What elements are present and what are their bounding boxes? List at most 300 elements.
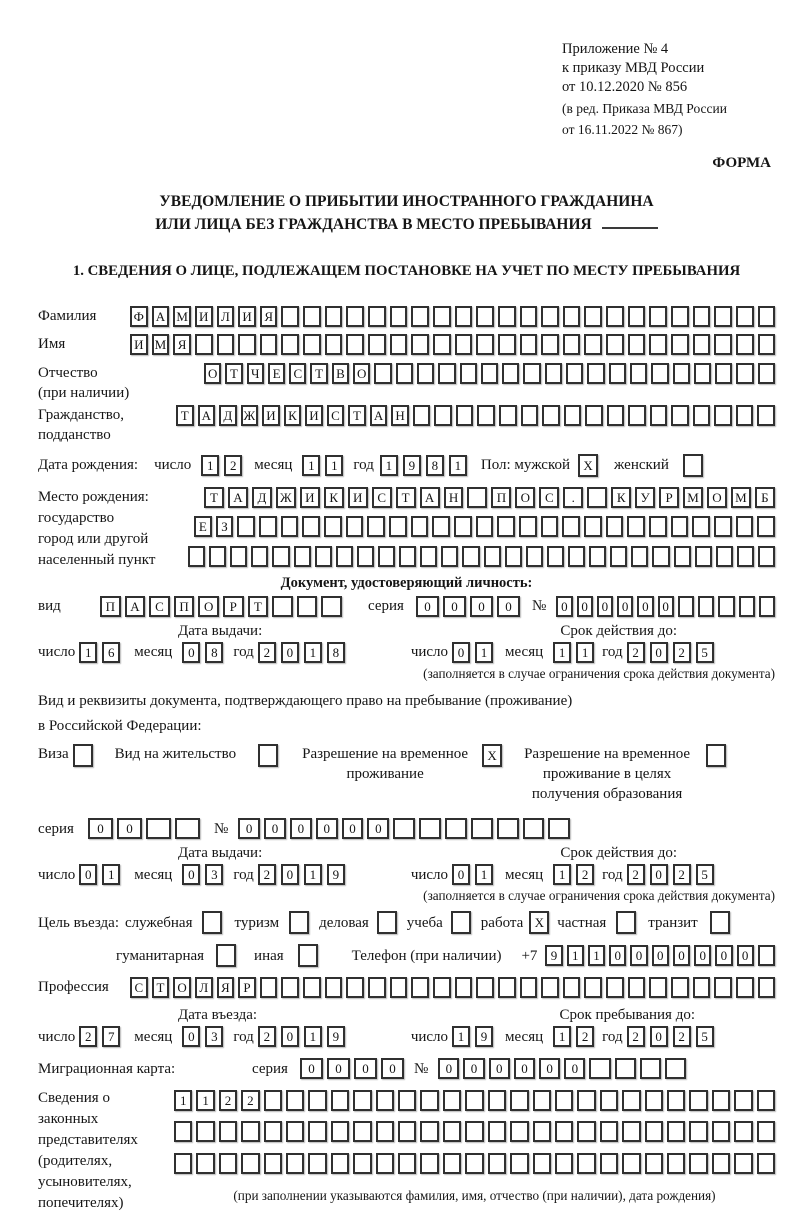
form-cell[interactable]: К bbox=[611, 487, 631, 508]
form-cell[interactable] bbox=[757, 516, 775, 537]
form-cell[interactable] bbox=[346, 306, 364, 327]
form-cell[interactable] bbox=[555, 1090, 573, 1111]
form-cell[interactable] bbox=[577, 1121, 595, 1142]
form-cell[interactable] bbox=[498, 334, 516, 355]
form-cell[interactable] bbox=[488, 1153, 506, 1174]
form-cell[interactable] bbox=[443, 1153, 461, 1174]
form-cell[interactable]: 0 bbox=[238, 818, 260, 839]
form-cell[interactable] bbox=[665, 1058, 686, 1079]
form-cell[interactable]: Р bbox=[238, 977, 256, 998]
form-cell[interactable] bbox=[196, 1121, 214, 1142]
form-cell[interactable] bbox=[667, 1153, 685, 1174]
form-cell[interactable] bbox=[652, 546, 669, 567]
form-cell[interactable] bbox=[251, 546, 268, 567]
form-cell[interactable] bbox=[336, 546, 353, 567]
form-cell[interactable]: И bbox=[130, 334, 148, 355]
form-cell[interactable]: 1 bbox=[576, 642, 594, 663]
form-cell[interactable] bbox=[510, 1153, 528, 1174]
form-cell[interactable]: 9 bbox=[545, 945, 562, 966]
form-cell[interactable] bbox=[673, 363, 690, 384]
form-cell[interactable]: 1 bbox=[475, 642, 493, 663]
form-cell[interactable] bbox=[188, 546, 205, 567]
form-cell[interactable] bbox=[272, 546, 289, 567]
form-cell[interactable] bbox=[706, 744, 726, 767]
form-cell[interactable] bbox=[411, 977, 429, 998]
form-cell[interactable] bbox=[650, 405, 668, 426]
form-cell[interactable] bbox=[353, 1090, 371, 1111]
form-cell[interactable] bbox=[520, 306, 538, 327]
form-cell[interactable] bbox=[577, 1153, 595, 1174]
form-cell[interactable] bbox=[645, 1090, 663, 1111]
form-cell[interactable] bbox=[346, 977, 364, 998]
form-cell[interactable] bbox=[505, 546, 522, 567]
form-cell[interactable] bbox=[417, 363, 434, 384]
form-cell[interactable] bbox=[175, 818, 200, 839]
form-cell[interactable] bbox=[455, 977, 473, 998]
form-cell[interactable]: 2 bbox=[673, 1026, 691, 1047]
form-cell[interactable]: 5 bbox=[696, 864, 714, 885]
form-cell[interactable]: 0 bbox=[117, 818, 142, 839]
form-cell[interactable] bbox=[584, 977, 602, 998]
form-cell[interactable]: А bbox=[420, 487, 440, 508]
form-cell[interactable]: 0 bbox=[342, 818, 364, 839]
form-cell[interactable] bbox=[695, 546, 712, 567]
form-cell[interactable] bbox=[272, 596, 293, 617]
form-cell[interactable] bbox=[390, 977, 408, 998]
form-cell[interactable] bbox=[714, 306, 732, 327]
form-cell[interactable]: 0 bbox=[577, 596, 593, 617]
form-cell[interactable]: 2 bbox=[627, 642, 645, 663]
form-cell[interactable] bbox=[587, 487, 607, 508]
form-cell[interactable]: 2 bbox=[627, 864, 645, 885]
form-cell[interactable] bbox=[628, 405, 646, 426]
form-cell[interactable] bbox=[325, 306, 343, 327]
form-cell[interactable]: 0 bbox=[381, 1058, 404, 1079]
form-cell[interactable] bbox=[353, 1153, 371, 1174]
form-cell[interactable]: 0 bbox=[281, 1026, 299, 1047]
form-cell[interactable] bbox=[683, 454, 703, 477]
form-cell[interactable]: 0 bbox=[658, 596, 674, 617]
form-cell[interactable]: X bbox=[529, 911, 549, 934]
form-cell[interactable] bbox=[465, 1153, 483, 1174]
form-cell[interactable]: О bbox=[515, 487, 535, 508]
form-cell[interactable] bbox=[465, 1121, 483, 1142]
form-cell[interactable]: 1 bbox=[304, 864, 322, 885]
form-cell[interactable]: 0 bbox=[281, 642, 299, 663]
form-cell[interactable]: X bbox=[578, 454, 598, 477]
form-cell[interactable] bbox=[308, 1090, 326, 1111]
form-cell[interactable] bbox=[734, 1153, 752, 1174]
form-cell[interactable] bbox=[737, 546, 754, 567]
form-cell[interactable]: 0 bbox=[327, 1058, 350, 1079]
form-cell[interactable] bbox=[146, 818, 171, 839]
form-cell[interactable]: О bbox=[173, 977, 191, 998]
form-cell[interactable]: 0 bbox=[182, 864, 200, 885]
form-cell[interactable]: 6 bbox=[102, 642, 120, 663]
form-cell[interactable] bbox=[331, 1153, 349, 1174]
form-cell[interactable]: С bbox=[289, 363, 306, 384]
form-cell[interactable] bbox=[420, 1121, 438, 1142]
form-cell[interactable] bbox=[541, 306, 559, 327]
form-cell[interactable] bbox=[389, 516, 407, 537]
form-cell[interactable]: 0 bbox=[489, 1058, 510, 1079]
form-cell[interactable] bbox=[671, 334, 689, 355]
form-cell[interactable] bbox=[577, 1090, 595, 1111]
form-cell[interactable] bbox=[346, 334, 364, 355]
form-cell[interactable] bbox=[433, 306, 451, 327]
form-cell[interactable]: 0 bbox=[650, 642, 668, 663]
form-cell[interactable] bbox=[606, 334, 624, 355]
form-cell[interactable] bbox=[353, 1121, 371, 1142]
form-cell[interactable] bbox=[585, 405, 603, 426]
form-cell[interactable]: 1 bbox=[588, 945, 605, 966]
form-cell[interactable]: 0 bbox=[316, 818, 338, 839]
form-cell[interactable]: З bbox=[216, 516, 234, 537]
form-cell[interactable] bbox=[298, 944, 318, 967]
form-cell[interactable] bbox=[622, 1153, 640, 1174]
form-cell[interactable] bbox=[616, 911, 636, 934]
form-cell[interactable] bbox=[331, 1090, 349, 1111]
form-cell[interactable] bbox=[465, 1090, 483, 1111]
form-cell[interactable]: Т bbox=[225, 363, 242, 384]
form-cell[interactable] bbox=[563, 334, 581, 355]
form-cell[interactable]: А bbox=[152, 306, 170, 327]
form-cell[interactable] bbox=[308, 1153, 326, 1174]
form-cell[interactable] bbox=[241, 1153, 259, 1174]
form-cell[interactable] bbox=[523, 363, 540, 384]
form-cell[interactable] bbox=[541, 977, 559, 998]
form-cell[interactable] bbox=[631, 546, 648, 567]
form-cell[interactable]: Я bbox=[260, 306, 278, 327]
form-cell[interactable] bbox=[368, 306, 386, 327]
form-cell[interactable] bbox=[533, 1090, 551, 1111]
form-cell[interactable] bbox=[564, 405, 582, 426]
form-cell[interactable]: 0 bbox=[597, 596, 613, 617]
form-cell[interactable]: 2 bbox=[224, 455, 242, 476]
form-cell[interactable]: Т bbox=[396, 487, 416, 508]
form-cell[interactable] bbox=[451, 911, 471, 934]
form-cell[interactable] bbox=[259, 516, 277, 537]
form-cell[interactable] bbox=[315, 546, 332, 567]
form-cell[interactable]: А bbox=[125, 596, 146, 617]
form-cell[interactable] bbox=[476, 977, 494, 998]
form-cell[interactable] bbox=[488, 1121, 506, 1142]
form-cell[interactable] bbox=[759, 596, 775, 617]
form-cell[interactable]: 1 bbox=[567, 945, 584, 966]
form-cell[interactable] bbox=[174, 1153, 192, 1174]
form-cell[interactable] bbox=[584, 516, 602, 537]
form-cell[interactable]: 5 bbox=[696, 642, 714, 663]
form-cell[interactable]: С bbox=[372, 487, 392, 508]
form-cell[interactable] bbox=[390, 306, 408, 327]
form-cell[interactable] bbox=[498, 306, 516, 327]
form-cell[interactable] bbox=[434, 405, 452, 426]
form-cell[interactable] bbox=[286, 1121, 304, 1142]
form-cell[interactable] bbox=[555, 1153, 573, 1174]
form-cell[interactable] bbox=[627, 516, 645, 537]
form-cell[interactable]: 3 bbox=[205, 1026, 223, 1047]
form-cell[interactable] bbox=[258, 744, 278, 767]
form-cell[interactable]: 9 bbox=[475, 1026, 493, 1047]
form-cell[interactable] bbox=[264, 1121, 282, 1142]
form-cell[interactable]: Т bbox=[248, 596, 269, 617]
form-cell[interactable] bbox=[758, 306, 776, 327]
form-cell[interactable]: И bbox=[238, 306, 256, 327]
form-cell[interactable]: Р bbox=[223, 596, 244, 617]
form-cell[interactable] bbox=[734, 1121, 752, 1142]
form-cell[interactable] bbox=[757, 1121, 775, 1142]
form-cell[interactable] bbox=[678, 596, 694, 617]
form-cell[interactable] bbox=[555, 1121, 573, 1142]
form-cell[interactable]: 2 bbox=[219, 1090, 237, 1111]
form-cell[interactable] bbox=[566, 363, 583, 384]
form-cell[interactable] bbox=[303, 977, 321, 998]
form-cell[interactable]: 8 bbox=[426, 455, 444, 476]
form-cell[interactable] bbox=[694, 363, 711, 384]
form-cell[interactable]: Т bbox=[310, 363, 327, 384]
form-cell[interactable] bbox=[441, 546, 458, 567]
form-cell[interactable] bbox=[526, 546, 543, 567]
form-cell[interactable] bbox=[196, 1153, 214, 1174]
form-cell[interactable] bbox=[622, 1090, 640, 1111]
form-cell[interactable] bbox=[712, 1121, 730, 1142]
form-cell[interactable] bbox=[174, 1121, 192, 1142]
form-cell[interactable]: 2 bbox=[576, 864, 594, 885]
form-cell[interactable] bbox=[281, 334, 299, 355]
form-cell[interactable]: 1 bbox=[553, 642, 571, 663]
form-cell[interactable] bbox=[645, 1121, 663, 1142]
form-cell[interactable] bbox=[584, 334, 602, 355]
form-cell[interactable] bbox=[714, 977, 732, 998]
form-cell[interactable]: И bbox=[300, 487, 320, 508]
form-cell[interactable]: 0 bbox=[264, 818, 286, 839]
form-cell[interactable]: Е bbox=[194, 516, 212, 537]
form-cell[interactable] bbox=[376, 1121, 394, 1142]
form-cell[interactable] bbox=[398, 1090, 416, 1111]
form-cell[interactable]: О bbox=[198, 596, 219, 617]
form-cell[interactable]: И bbox=[195, 306, 213, 327]
form-cell[interactable] bbox=[736, 977, 754, 998]
form-cell[interactable] bbox=[521, 405, 539, 426]
form-cell[interactable]: М bbox=[683, 487, 703, 508]
form-cell[interactable]: 0 bbox=[617, 596, 633, 617]
form-cell[interactable]: 1 bbox=[302, 455, 320, 476]
form-cell[interactable]: Т bbox=[204, 487, 224, 508]
form-cell[interactable]: 0 bbox=[650, 1026, 668, 1047]
form-cell[interactable] bbox=[671, 977, 689, 998]
form-cell[interactable] bbox=[302, 516, 320, 537]
form-cell[interactable] bbox=[600, 1121, 618, 1142]
form-cell[interactable] bbox=[649, 977, 667, 998]
form-cell[interactable] bbox=[498, 977, 516, 998]
form-cell[interactable] bbox=[692, 516, 710, 537]
form-cell[interactable] bbox=[281, 977, 299, 998]
form-cell[interactable] bbox=[413, 405, 431, 426]
form-cell[interactable] bbox=[432, 516, 450, 537]
form-cell[interactable]: 0 bbox=[694, 945, 711, 966]
form-cell[interactable]: 0 bbox=[79, 864, 97, 885]
form-cell[interactable] bbox=[260, 977, 278, 998]
form-cell[interactable] bbox=[630, 363, 647, 384]
form-cell[interactable]: 1 bbox=[380, 455, 398, 476]
form-cell[interactable] bbox=[718, 596, 734, 617]
form-cell[interactable] bbox=[443, 1121, 461, 1142]
form-cell[interactable]: М bbox=[173, 306, 191, 327]
form-cell[interactable] bbox=[589, 1058, 610, 1079]
form-cell[interactable]: 2 bbox=[576, 1026, 594, 1047]
form-cell[interactable] bbox=[606, 306, 624, 327]
form-cell[interactable] bbox=[757, 1090, 775, 1111]
form-cell[interactable]: 1 bbox=[553, 864, 571, 885]
form-cell[interactable] bbox=[600, 1153, 618, 1174]
form-cell[interactable] bbox=[238, 334, 256, 355]
form-cell[interactable]: Н bbox=[444, 487, 464, 508]
form-cell[interactable] bbox=[606, 516, 624, 537]
form-cell[interactable]: Т bbox=[176, 405, 194, 426]
form-cell[interactable] bbox=[264, 1153, 282, 1174]
form-cell[interactable] bbox=[331, 1121, 349, 1142]
form-cell[interactable]: 2 bbox=[258, 864, 276, 885]
form-cell[interactable] bbox=[241, 1121, 259, 1142]
form-cell[interactable]: 1 bbox=[201, 455, 219, 476]
form-cell[interactable] bbox=[693, 334, 711, 355]
form-cell[interactable]: И bbox=[305, 405, 323, 426]
form-cell[interactable] bbox=[376, 1090, 394, 1111]
form-cell[interactable] bbox=[714, 516, 732, 537]
form-cell[interactable] bbox=[712, 1153, 730, 1174]
form-cell[interactable] bbox=[467, 487, 487, 508]
form-cell[interactable]: 0 bbox=[564, 1058, 585, 1079]
form-cell[interactable] bbox=[455, 334, 473, 355]
form-cell[interactable] bbox=[303, 334, 321, 355]
form-cell[interactable] bbox=[476, 334, 494, 355]
form-cell[interactable] bbox=[584, 306, 602, 327]
form-cell[interactable] bbox=[297, 596, 318, 617]
form-cell[interactable]: О bbox=[353, 363, 370, 384]
form-cell[interactable]: Ч bbox=[247, 363, 264, 384]
form-cell[interactable]: Л bbox=[217, 306, 235, 327]
form-cell[interactable] bbox=[237, 516, 255, 537]
form-cell[interactable] bbox=[734, 1090, 752, 1111]
form-cell[interactable] bbox=[716, 546, 733, 567]
form-cell[interactable] bbox=[689, 1153, 707, 1174]
form-cell[interactable]: 0 bbox=[715, 945, 732, 966]
form-cell[interactable]: 0 bbox=[281, 864, 299, 885]
form-cell[interactable]: Ф bbox=[130, 306, 148, 327]
form-cell[interactable] bbox=[217, 334, 235, 355]
form-cell[interactable] bbox=[420, 1090, 438, 1111]
form-cell[interactable] bbox=[390, 334, 408, 355]
form-cell[interactable]: 2 bbox=[241, 1090, 259, 1111]
form-cell[interactable] bbox=[294, 546, 311, 567]
form-cell[interactable]: Ж bbox=[276, 487, 296, 508]
form-cell[interactable] bbox=[541, 516, 559, 537]
form-cell[interactable] bbox=[667, 1121, 685, 1142]
form-cell[interactable]: 3 bbox=[205, 864, 223, 885]
form-cell[interactable] bbox=[346, 516, 364, 537]
form-cell[interactable] bbox=[396, 363, 413, 384]
form-cell[interactable] bbox=[689, 1121, 707, 1142]
form-cell[interactable]: 0 bbox=[88, 818, 113, 839]
form-cell[interactable]: Ж bbox=[241, 405, 259, 426]
form-cell[interactable] bbox=[443, 1090, 461, 1111]
form-cell[interactable] bbox=[545, 363, 562, 384]
form-cell[interactable]: П bbox=[491, 487, 511, 508]
form-cell[interactable] bbox=[398, 1153, 416, 1174]
form-cell[interactable]: . bbox=[563, 487, 583, 508]
form-cell[interactable]: 0 bbox=[300, 1058, 323, 1079]
form-cell[interactable]: Л bbox=[195, 977, 213, 998]
form-cell[interactable] bbox=[377, 911, 397, 934]
form-cell[interactable]: 1 bbox=[174, 1090, 192, 1111]
form-cell[interactable] bbox=[758, 977, 776, 998]
form-cell[interactable] bbox=[671, 405, 689, 426]
form-cell[interactable]: 0 bbox=[452, 864, 470, 885]
form-cell[interactable] bbox=[589, 546, 606, 567]
form-cell[interactable] bbox=[628, 334, 646, 355]
form-cell[interactable] bbox=[649, 334, 667, 355]
form-cell[interactable]: 2 bbox=[79, 1026, 97, 1047]
form-cell[interactable]: X bbox=[482, 744, 502, 767]
form-cell[interactable]: 1 bbox=[553, 1026, 571, 1047]
form-cell[interactable]: 0 bbox=[497, 596, 520, 617]
form-cell[interactable]: 9 bbox=[327, 1026, 345, 1047]
form-cell[interactable] bbox=[520, 977, 538, 998]
form-cell[interactable]: 0 bbox=[354, 1058, 377, 1079]
form-cell[interactable] bbox=[736, 334, 754, 355]
form-cell[interactable] bbox=[563, 306, 581, 327]
form-cell[interactable] bbox=[736, 405, 754, 426]
form-cell[interactable] bbox=[600, 1090, 618, 1111]
form-cell[interactable]: 0 bbox=[452, 642, 470, 663]
form-cell[interactable] bbox=[689, 1090, 707, 1111]
form-cell[interactable] bbox=[523, 818, 545, 839]
form-cell[interactable]: Т bbox=[348, 405, 366, 426]
form-cell[interactable] bbox=[481, 363, 498, 384]
form-cell[interactable]: М bbox=[152, 334, 170, 355]
form-cell[interactable]: Т bbox=[152, 977, 170, 998]
form-cell[interactable]: К bbox=[284, 405, 302, 426]
form-cell[interactable] bbox=[541, 334, 559, 355]
form-cell[interactable] bbox=[547, 546, 564, 567]
form-cell[interactable] bbox=[693, 306, 711, 327]
form-cell[interactable] bbox=[542, 405, 560, 426]
form-cell[interactable]: 9 bbox=[403, 455, 421, 476]
form-cell[interactable]: 5 bbox=[696, 1026, 714, 1047]
form-cell[interactable] bbox=[219, 1121, 237, 1142]
form-cell[interactable] bbox=[757, 405, 775, 426]
form-cell[interactable] bbox=[202, 911, 222, 934]
form-cell[interactable] bbox=[462, 546, 479, 567]
form-cell[interactable] bbox=[454, 516, 472, 537]
form-cell[interactable] bbox=[640, 1058, 661, 1079]
form-cell[interactable] bbox=[376, 1153, 394, 1174]
form-cell[interactable] bbox=[73, 744, 93, 767]
form-cell[interactable]: Д bbox=[219, 405, 237, 426]
form-cell[interactable] bbox=[562, 516, 580, 537]
form-cell[interactable] bbox=[533, 1121, 551, 1142]
form-cell[interactable] bbox=[308, 1121, 326, 1142]
form-cell[interactable] bbox=[476, 516, 494, 537]
form-cell[interactable] bbox=[497, 818, 519, 839]
form-cell[interactable] bbox=[433, 334, 451, 355]
form-cell[interactable] bbox=[438, 363, 455, 384]
form-cell[interactable] bbox=[368, 977, 386, 998]
form-cell[interactable]: Е bbox=[268, 363, 285, 384]
form-cell[interactable]: Б bbox=[755, 487, 775, 508]
form-cell[interactable] bbox=[325, 334, 343, 355]
form-cell[interactable] bbox=[476, 306, 494, 327]
